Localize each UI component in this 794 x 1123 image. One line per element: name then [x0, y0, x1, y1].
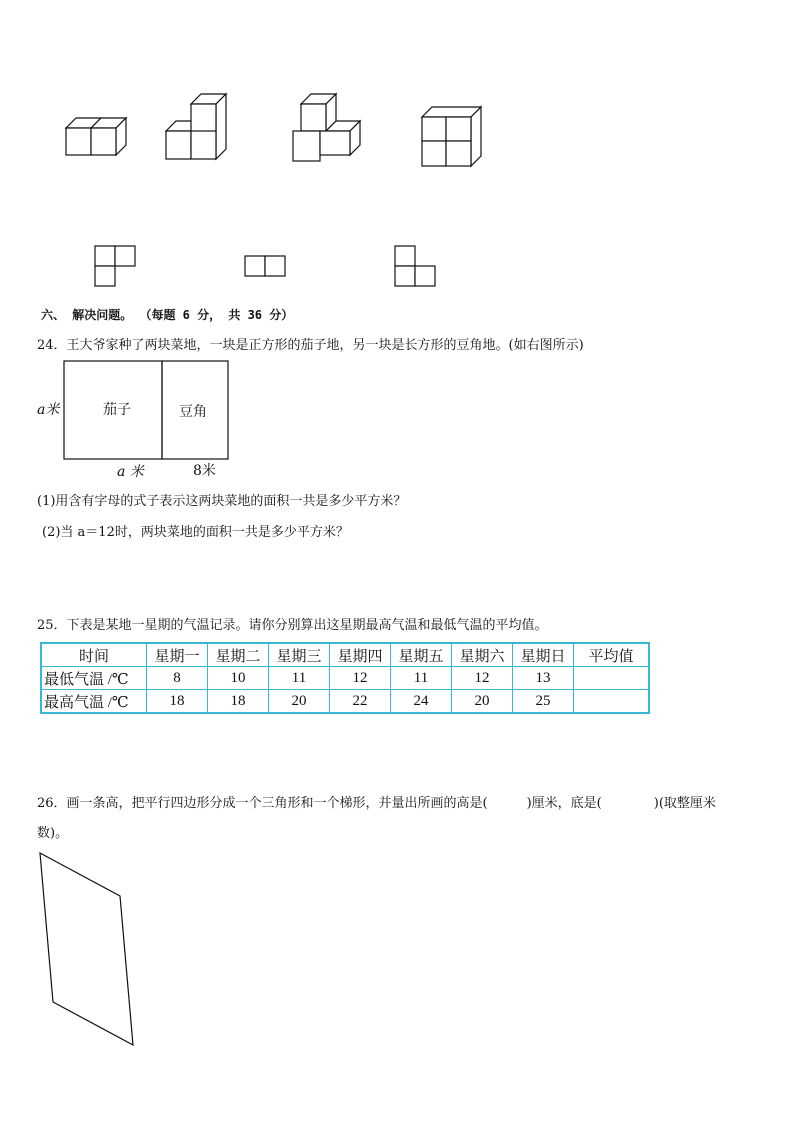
table-cell: 18	[147, 690, 208, 714]
row-label: 最高气温 /℃	[41, 690, 147, 714]
table-cell: 11	[391, 667, 452, 690]
header-cell: 星期日	[513, 643, 574, 667]
header-cell: 星期四	[330, 643, 391, 667]
table-cell: 11	[269, 667, 330, 690]
question-24: 24．王大爷家种了两块菜地，一块是正方形的茄子地，另一块是长方形的豆角地。(如右图所示)	[37, 338, 584, 353]
label-bottom-a: a 米	[117, 464, 144, 480]
table-cell: 25	[513, 690, 574, 714]
table-cell: 18	[208, 690, 269, 714]
question-26: 26．画一条高，把平行四边形分成一个三角形和一个梯形，并量出所画的高是( )厘米，底是( )(取整厘米	[37, 796, 716, 811]
question-24-part1: (1)用含有字母的式子表示这两块菜地的面积一共是多少平方米？	[37, 494, 407, 509]
header-cell: 星期二	[208, 643, 269, 667]
header-cell: 星期三	[269, 643, 330, 667]
question-24-part2: (2)当 a＝12时，两块菜地的面积一共是多少平方米？	[42, 525, 349, 540]
label-side: a米	[37, 402, 60, 418]
header-cell: 星期一	[147, 643, 208, 667]
label-eggplant: 茄子	[103, 402, 131, 418]
header-cell: 星期五	[391, 643, 452, 667]
question-26-cont: 数)。	[37, 826, 69, 841]
table-cell: 24	[391, 690, 452, 714]
table-cell: 8	[147, 667, 208, 690]
label-bean: 豆角	[179, 404, 207, 420]
question-25: 25．下表是某地一星期的气温记录。请你分别算出这星期最高气温和最低气温的平均值。	[37, 618, 548, 633]
row-label: 最低气温 /℃	[41, 667, 147, 690]
table-cell: 12	[330, 667, 391, 690]
table-cell: 10	[208, 667, 269, 690]
header-cell: 时间	[41, 643, 147, 667]
header-cell: 星期六	[452, 643, 513, 667]
header-cell: 平均值	[574, 643, 650, 667]
table-cell: 13	[513, 667, 574, 690]
table-cell: 12	[452, 667, 513, 690]
table-cell: 20	[269, 690, 330, 714]
table-cell: 20	[452, 690, 513, 714]
section-title: 六、 解决问题。 （每题 6 分， 共 36 分）	[41, 308, 294, 322]
table-cell: 22	[330, 690, 391, 714]
label-bottom-8: 8米	[193, 463, 216, 479]
